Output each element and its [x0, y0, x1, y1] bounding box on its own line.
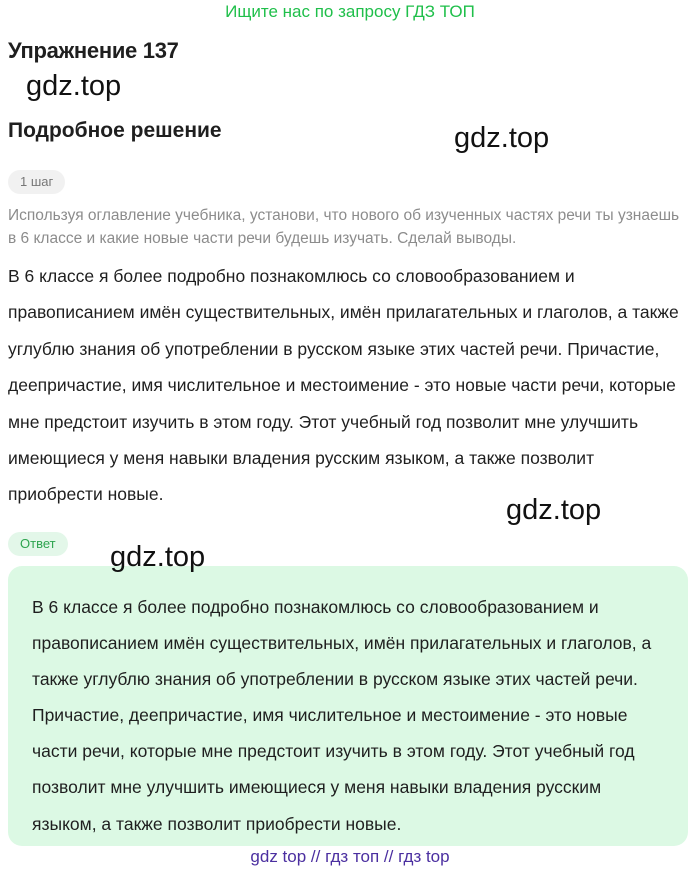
section-title: Подробное решение — [8, 119, 222, 142]
step-badge: 1 шаг — [8, 170, 65, 194]
watermark: gdz.top — [26, 70, 122, 102]
footer-watermark: gdz top // гдз топ // гдз top — [250, 847, 450, 866]
solution-text: В 6 классе я более подробно познакомлюсь со словообразованием и правописанием имён существительных, имён прилагательных и глаголов, а также углублю знания об употреблении в русском языке этих частей речи. Причастие, деепричастие, имя числительное и местоимение - это новые части речи, которые мне предстоит изучить в этом году. Этот учебный год позволит мне улучшить имеющиеся у меня навыки владения русским языком, а также позволит приобрести новые. — [8, 266, 679, 505]
answer-box — [8, 566, 688, 846]
answer-text: В 6 классе я более подробно познакомлюсь со словообразованием и правописанием имён существительных, имён прилагательных и глаголов, а также углублю знания об употреблении в русском языке этих частей речи. Причастие, деепричастие, имя числительное и местоимение - это новые части речи, которые мне предстоит изучить в этом году. Этот учебный год позволит мне улучшить имеющиеся у меня навыки владения русским языком, а также позволит приобрести новые. — [32, 597, 652, 834]
watermark: gdz.top — [506, 494, 602, 526]
watermark: gdz.top — [454, 122, 550, 154]
watermark: gdz.top — [110, 541, 206, 573]
page-title: Упражнение 137 — [8, 38, 179, 63]
task-text: Используя оглавление учебника, установи, что нового об изученных частях речи ты узнаешь в 6 классе и какие новые части речи будешь изучать. Сделай выводы. — [8, 207, 680, 247]
top-banner[interactable]: Ищите нас по запросу ГДЗ ТОП — [225, 2, 475, 21]
answer-badge: Ответ — [8, 532, 68, 556]
